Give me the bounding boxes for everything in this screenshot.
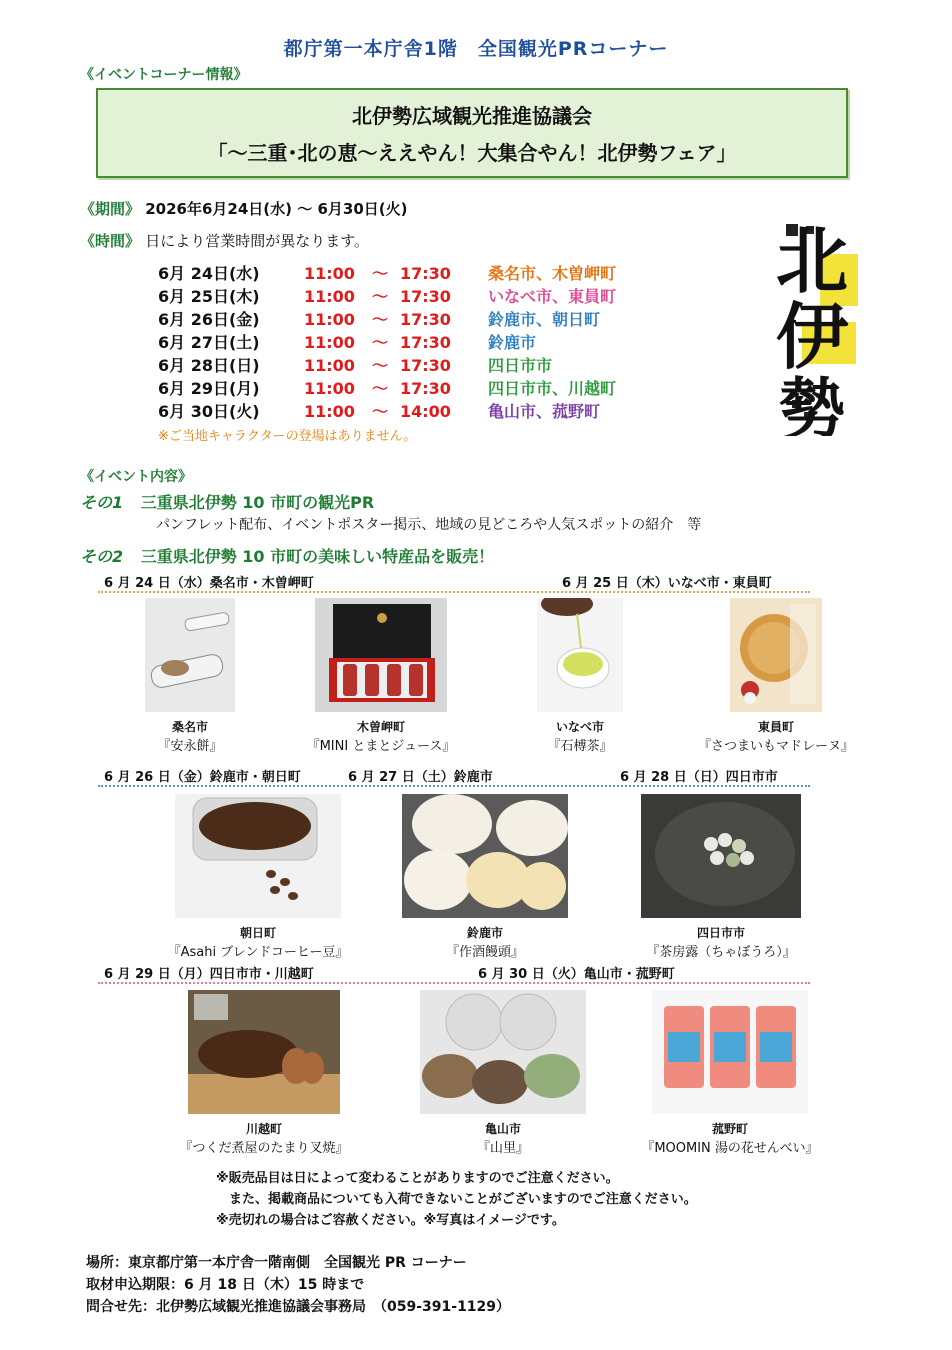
schedule-start: 11:00 bbox=[304, 287, 355, 306]
schedule-sep: ～ bbox=[372, 356, 389, 375]
moomin-senbei-photo bbox=[652, 990, 808, 1114]
organizer-name: 北伊勢広域観光推進協議会 bbox=[352, 104, 592, 128]
part2-heading bbox=[80, 544, 494, 567]
schedule-towns: 桑名市、木曽岬町 bbox=[488, 264, 617, 283]
product-card bbox=[530, 598, 630, 754]
kita-ise-logo bbox=[764, 204, 860, 436]
schedule-end: 17:30 bbox=[400, 356, 451, 375]
schedule-towns: 鈴鹿市、朝日町 bbox=[488, 310, 601, 329]
product-card bbox=[640, 990, 820, 1156]
row3-head-left: 6 月 29 日（月）四日市市・川越町 bbox=[104, 967, 314, 982]
venue-line: 場所：東京都庁第一本庁舎一階南側 全国観光 PR コーナー bbox=[86, 1255, 467, 1271]
schedule-date: 6月 28日(日) bbox=[158, 356, 260, 375]
sakamanju-photo bbox=[402, 794, 568, 918]
schedule-note: ※ご当地キャラクターの登場はありません。 bbox=[158, 429, 417, 444]
schedule-end: 17:30 bbox=[400, 333, 451, 352]
schedule-start: 11:00 bbox=[304, 402, 355, 421]
row2-head-2: 6 月 27 日（土）鈴鹿市 bbox=[348, 770, 493, 785]
coffee-beans-photo bbox=[175, 794, 341, 918]
part1-heading bbox=[80, 490, 374, 513]
schedule-sep: ～ bbox=[372, 287, 389, 306]
schedule-sep: ～ bbox=[372, 310, 389, 329]
product-name: 『茶房露（ちゃぼうろ）』 bbox=[646, 945, 796, 960]
product-name: 『MOOMIN 湯の花せんべい』 bbox=[641, 1141, 819, 1156]
deadline-line: 取材申込期限：6 月 18 日（木）15 時まで bbox=[86, 1277, 365, 1293]
product-town: 川越町 bbox=[245, 1122, 282, 1136]
product-card bbox=[420, 990, 586, 1156]
product-name: 『石榑茶』 bbox=[547, 739, 613, 754]
schedule-date: 6月 25日(木) bbox=[158, 287, 260, 306]
product-name: 『山里』 bbox=[476, 1141, 529, 1156]
product-card bbox=[148, 990, 380, 1156]
row1-head-right: 6 月 25 日（木）いなべ市・東員町 bbox=[562, 576, 772, 591]
logo-char-se: 勢 bbox=[779, 370, 845, 436]
product-town: 亀山市 bbox=[484, 1122, 521, 1136]
row3-divider bbox=[98, 982, 810, 984]
schedule-end: 17:30 bbox=[400, 379, 451, 398]
sales-note: ※売切れの場合はご容赦ください。※写真はイメージです。 bbox=[216, 1213, 565, 1228]
page-title: 都庁第一本庁舎1階 全国観光PRコーナー bbox=[283, 38, 669, 60]
yamazato-photo bbox=[420, 990, 586, 1114]
product-town: 東員町 bbox=[757, 720, 794, 734]
product-card bbox=[688, 598, 864, 754]
product-town: 菰野町 bbox=[711, 1122, 748, 1136]
product-card bbox=[624, 794, 818, 960]
row1-head-left: 6 月 24 日（水）桑名市・木曽岬町 bbox=[104, 576, 314, 591]
part1-number: その1 bbox=[80, 493, 124, 512]
schedule-sep: ～ bbox=[372, 264, 389, 283]
yasunagamochi-photo bbox=[145, 598, 235, 712]
product-town: いなべ市 bbox=[555, 720, 604, 734]
schedule-towns: 四日市市 bbox=[488, 356, 553, 375]
sales-note: ※販売品目は日によって変わることがありますのでご注意ください。 bbox=[216, 1171, 619, 1186]
schedule-start: 11:00 bbox=[304, 333, 355, 352]
row2-divider bbox=[98, 785, 810, 787]
product-name: 『さつまいもマドレーヌ』 bbox=[697, 739, 854, 754]
hours-label: 《時間》 bbox=[80, 232, 141, 250]
chashu-photo bbox=[188, 990, 340, 1114]
schedule-date: 6月 27日(土) bbox=[158, 333, 260, 352]
part1-description: パンフレット配布、イベントポスター掲示、地域の見どころや人気スポットの紹介 等 bbox=[156, 517, 702, 533]
product-town: 鈴鹿市 bbox=[466, 926, 503, 940]
schedule-date: 6月 30日(火) bbox=[158, 402, 260, 421]
schedule-towns: 亀山市、菰野町 bbox=[488, 402, 601, 421]
contact-line: 問合せ先：北伊勢広域観光推進協議会事務局 （059-391-1129） bbox=[86, 1299, 511, 1315]
schedule-sep: ～ bbox=[372, 333, 389, 352]
part2-title: 三重県北伊勢 10 市町の美味しい特産品を販売！ bbox=[140, 547, 495, 566]
tea-photo bbox=[537, 598, 623, 712]
event-content-label: 《イベント内容》 bbox=[80, 469, 192, 485]
schedule-end: 14:00 bbox=[400, 402, 451, 421]
tomato-juice-photo bbox=[315, 598, 447, 712]
corner-info-label: 《イベントコーナー情報》 bbox=[80, 67, 248, 83]
product-town: 桑名市 bbox=[171, 720, 208, 734]
schedule-end: 17:30 bbox=[400, 264, 451, 283]
row2-head-1: 6 月 26 日（金）鈴鹿市・朝日町 bbox=[104, 770, 301, 785]
chabouro-photo bbox=[641, 794, 801, 918]
schedule-start: 11:00 bbox=[304, 356, 355, 375]
row1-divider bbox=[98, 591, 810, 593]
schedule-date: 6月 24日(水) bbox=[158, 264, 260, 283]
product-card bbox=[400, 794, 570, 960]
sales-notes bbox=[216, 1168, 697, 1231]
row2-head-3: 6 月 28 日（日）四日市市 bbox=[620, 770, 778, 785]
product-card bbox=[130, 598, 250, 754]
fair-name: 「～三重･北の恵～ええやん！大集合やん！北伊勢フェア」 bbox=[207, 141, 737, 165]
event-banner bbox=[96, 88, 848, 178]
hours-line bbox=[80, 230, 369, 251]
period-line bbox=[80, 198, 408, 219]
schedule-end: 17:30 bbox=[400, 287, 451, 306]
product-town: 木曽岬町 bbox=[356, 720, 405, 734]
schedule-start: 11:00 bbox=[304, 264, 355, 283]
part2-number: その2 bbox=[80, 547, 124, 566]
logo-char-kita: 北 bbox=[775, 218, 849, 303]
schedule-towns: 四日市市、川越町 bbox=[488, 379, 617, 398]
schedule-date: 6月 26日(金) bbox=[158, 310, 260, 329]
schedule-sep: ～ bbox=[372, 402, 389, 421]
part1-title: 三重県北伊勢 10 市町の観光PR bbox=[140, 493, 375, 512]
product-name: 『Asahi ブレンドコーヒー豆』 bbox=[167, 945, 349, 960]
hours-value: 日により営業時間が異なります。 bbox=[145, 232, 370, 250]
product-card bbox=[290, 598, 472, 754]
schedule-start: 11:00 bbox=[304, 310, 355, 329]
period-value: 2026年6月24日(水) ～ 6月30日(火) bbox=[145, 200, 408, 218]
product-name: 『つくだ煮屋のたまり叉焼』 bbox=[179, 1141, 349, 1156]
product-name: 『安永餅』 bbox=[157, 739, 223, 754]
product-card bbox=[160, 794, 356, 960]
product-name: 『MINI とまとジュース』 bbox=[306, 739, 456, 754]
footer-info bbox=[86, 1252, 510, 1318]
product-town: 四日市市 bbox=[696, 926, 745, 940]
schedule-end: 17:30 bbox=[400, 310, 451, 329]
row3-head-right: 6 月 30 日（火）亀山市・菰野町 bbox=[478, 967, 675, 982]
period-label: 《期間》 bbox=[80, 200, 141, 218]
schedule-start: 11:00 bbox=[304, 379, 355, 398]
product-town: 朝日町 bbox=[239, 926, 276, 940]
schedule-sep: ～ bbox=[372, 379, 389, 398]
sales-note: また、掲載商品についても入荷できないことがございますのでご注意ください。 bbox=[216, 1192, 697, 1207]
schedule-towns: 鈴鹿市 bbox=[488, 333, 537, 352]
schedule-towns: いなべ市、東員町 bbox=[488, 287, 617, 306]
schedule-date: 6月 29日(月) bbox=[158, 379, 260, 398]
product-name: 『作酒饅頭』 bbox=[445, 945, 524, 960]
logo-char-i: 伊 bbox=[775, 294, 849, 379]
madeleine-photo bbox=[730, 598, 822, 712]
